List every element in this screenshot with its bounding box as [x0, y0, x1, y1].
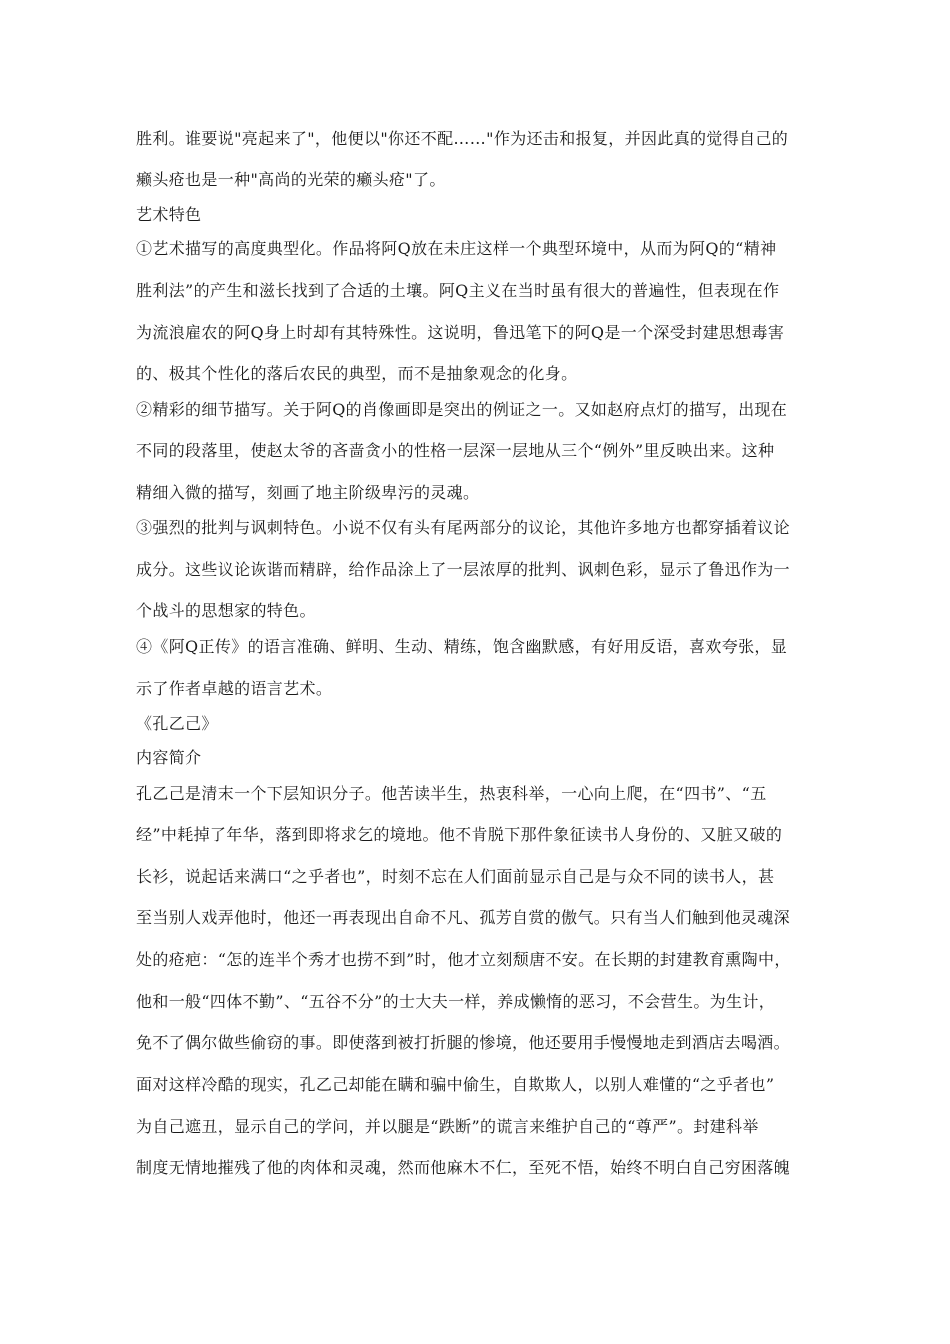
text-line: 癞头疮也是一种"高尚的光荣的癞头疮"了。 — [136, 170, 446, 189]
text-line: 精细入微的描写，刻画了地主阶级卑污的灵魂。 — [136, 483, 480, 502]
section-heading: 《孔乙己》 — [136, 714, 218, 733]
text-line: 为自己遮丑，显示自己的学问，并以腿是“跌断”的谎言来维护自己的“尊严”。封建科举 — [136, 1117, 759, 1136]
text-line: 成分。这些议论诙谐而精辟，给作品涂上了一层浓厚的批判、讽刺色彩，显示了鲁迅作为一 — [136, 560, 791, 579]
text-line: 免不了偶尔做些偷窃的事。即使落到被打折腿的惨境，他还要用手慢慢地走到酒店去喝酒。 — [136, 1033, 791, 1052]
text-line: 胜利。谁要说"亮起来了"，他便以"你还不配……"作为还击和报复，并因此真的觉得自己的 — [136, 129, 789, 148]
text-line: 为流浪雇农的阿Q身上时却有其特殊性。这说明，鲁迅笔下的阿Q是一个深受封建思想毒害 — [136, 323, 785, 342]
text-line: 的、极其个性化的落后农民的典型，而不是抽象观念的化身。 — [136, 364, 578, 383]
text-line: 不同的段落里，使赵太爷的吝啬贪小的性格一层深一层地从三个“例外”里反映出来。这种 — [136, 441, 775, 460]
text-line: ③强烈的批判与讽刺特色。小说不仅有头有尾两部分的议论，其他许多地方也都穿插着议论 — [136, 518, 791, 537]
text-line: 他和一般“四体不勤”、“五谷不分”的士大夫一样，养成懒惰的恶习，不会营生。为生计， — [136, 992, 776, 1011]
text-line: 孔乙己是清末一个下层知识分子。他苦读半生，热衷科举，一心向上爬，在“四书”、“五 — [136, 784, 767, 803]
text-line: 示了作者卓越的语言艺术。 — [136, 679, 333, 698]
text-line: 胜利法”的产生和滋长找到了合适的土壤。阿Q主义在当时虽有很大的普遍性，但表现在作 — [136, 281, 780, 300]
section-heading: 艺术特色 — [136, 205, 202, 224]
text-line: 经”中耗掉了年华，落到即将求乞的境地。他不肯脱下那件象征读书人身份的、又脏又破的 — [136, 825, 783, 844]
text-line: 处的疮疤：“怎的连半个秀才也捞不到”时，他才立刻颓唐不安。在长期的封建教育熏陶中， — [136, 950, 791, 969]
text-line: 长衫，说起话来满口“之乎者也”，时刻不忘在人们面前显示自己是与众不同的读书人，甚 — [136, 867, 775, 886]
text-line: 个战斗的思想家的特色。 — [136, 601, 316, 620]
text-line: ②精彩的细节描写。关于阿Q的肖像画即是突出的例证之一。又如赵府点灯的描写，出现在 — [136, 400, 788, 419]
text-line: 至当别人戏弄他时，他还一再表现出自命不凡、孤芳自赏的傲气。只有当人们触到他灵魂深 — [136, 908, 791, 927]
text-line: ④《阿Q正传》的语言准确、鲜明、生动、精练，饱含幽默感，有好用反语，喜欢夸张，显 — [136, 637, 788, 656]
text-line: 制度无情地摧残了他的肉体和灵魂，然而他麻木不仁，至死不悟，始终不明白自己穷困落魄 — [136, 1158, 791, 1177]
text-line: ①艺术描写的高度典型化。作品将阿Q放在未庄这样一个典型环境中，从而为阿Q的“精神 — [136, 239, 777, 258]
text-line: 面对这样冷酷的现实，孔乙己却能在瞒和骗中偷生，自欺欺人，以别人难懂的“之乎者也” — [136, 1075, 775, 1094]
section-heading: 内容简介 — [136, 748, 202, 767]
